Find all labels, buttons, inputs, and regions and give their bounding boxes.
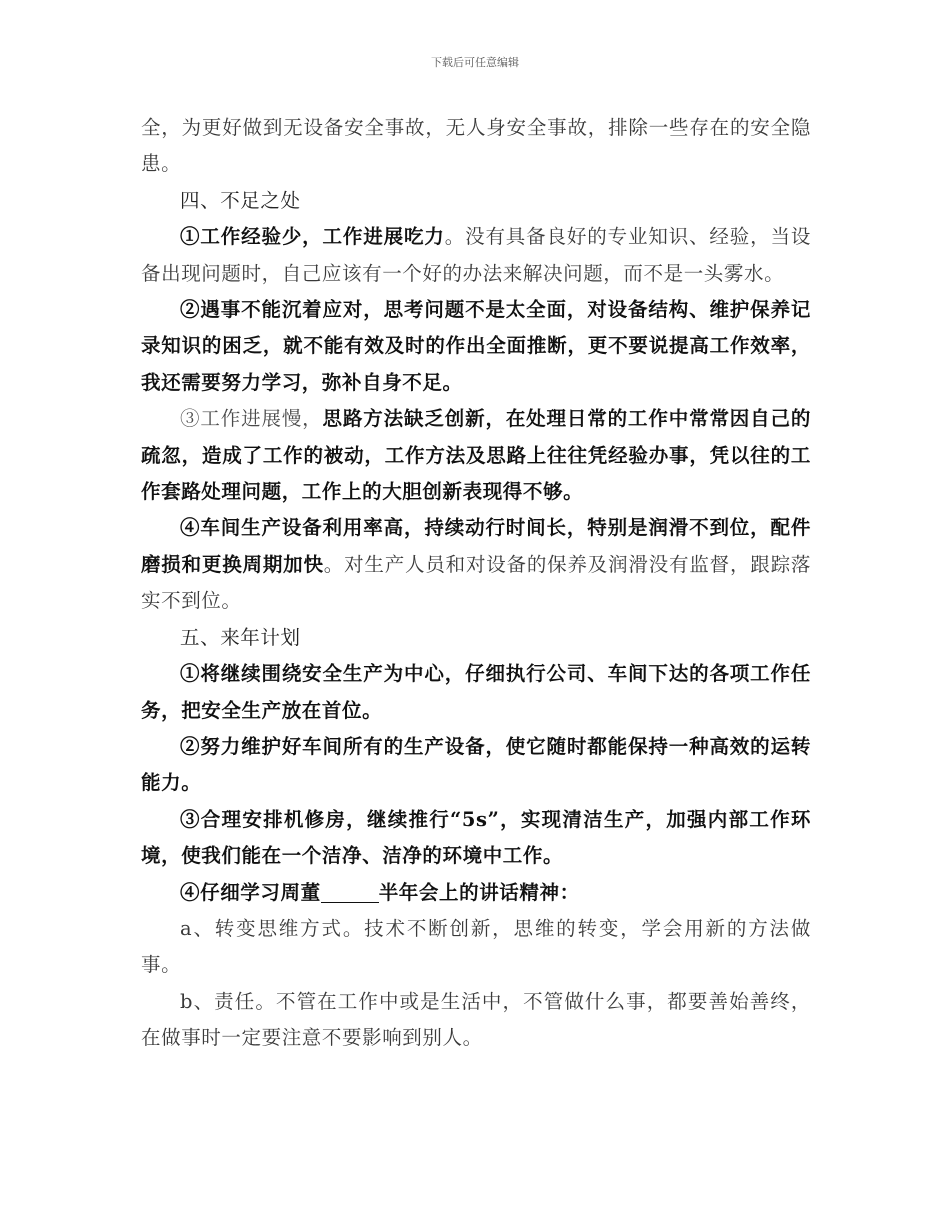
shortcoming-item-2: ②遇事不能沉着应对，思考问题不是太全面，对设备结构、维护保养记录知识的困乏，就不能有效及时的作出全面推断，更不要说提高工作效率，我还需要努力学习，弥补自身不足。 (141, 298, 811, 394)
paragraph-continuation: 全，为更好做到无设备安全事故，无人身安全事故，排除一些存在的安全隐患。 (141, 116, 811, 176)
document-body (141, 110, 811, 1057)
shortcoming-item-3-text: 思路方法缺乏创新，在处理日常的工作中常常因自己的疏忽，造成了工作的被动，工作方法及思路上往往凭经验办事，凭以往的工作套路处理问题，工作上的大胆创新表现得不够。 (141, 407, 811, 504)
page-header: 下载后可任意编辑 (431, 56, 519, 69)
shortcoming-item-3-lead: ③工作进展慢， (180, 407, 323, 431)
section-heading-plan: 五、来年计划 (180, 625, 301, 649)
plan-item-4 (141, 875, 811, 911)
shortcoming-item-3 (141, 401, 811, 510)
shortcoming-item-1-lead: ①工作经验少，工作进展吃力 (180, 225, 445, 249)
plan-item-1: ①将继续围绕安全生产为中心，仔细执行公司、车间下达的各项工作任务，把安全生产放在首位。 (141, 662, 811, 722)
shortcoming-item-4-lead: ④车间生产设备利用率高，持续动行时间长，特别是润滑不到位，配件磨损和更换周期加快 (141, 516, 811, 576)
shortcoming-item-4-text: 。对生产人员和对设备的保养及润滑没有监督，跟踪落实不到位。 (141, 552, 811, 613)
shortcoming-item-4 (141, 510, 811, 619)
plan-item-4-part-a: ④仔细学习周董 (180, 880, 321, 904)
section-heading-shortcomings: 四、不足之处 (180, 188, 301, 212)
plan-item-4-part-b: 半年会上的讲话精神： (378, 880, 580, 904)
shortcoming-item-1-text: 。没有具备良好的专业知识、经验，当设备出现问题时，自己应该有一个好的办法来解决问题，而不是一头雾水。 (141, 225, 811, 285)
plan-subitem-b: b、责任。不管在工作中或是生活中，不管做什么事，都要善始善终，在做事时一定要注意不要影响到别人。 (141, 989, 811, 1050)
shortcoming-item-1 (141, 219, 811, 292)
plan-item-2: ②努力维护好车间所有的生产设备，使它随时都能保持一种高效的运转能力。 (141, 734, 811, 795)
plan-item-3: ③合理安排机修房，继续推行“5s”，实现清洁生产，加强内部工作环境，使我们能在一个洁净、洁净的环境中工作。 (141, 807, 811, 868)
plan-subitem-a: a、转变思维方式。技术不断创新，思维的转变，学会用新的方法做事。 (141, 916, 811, 977)
fill-in-blank (321, 880, 379, 903)
